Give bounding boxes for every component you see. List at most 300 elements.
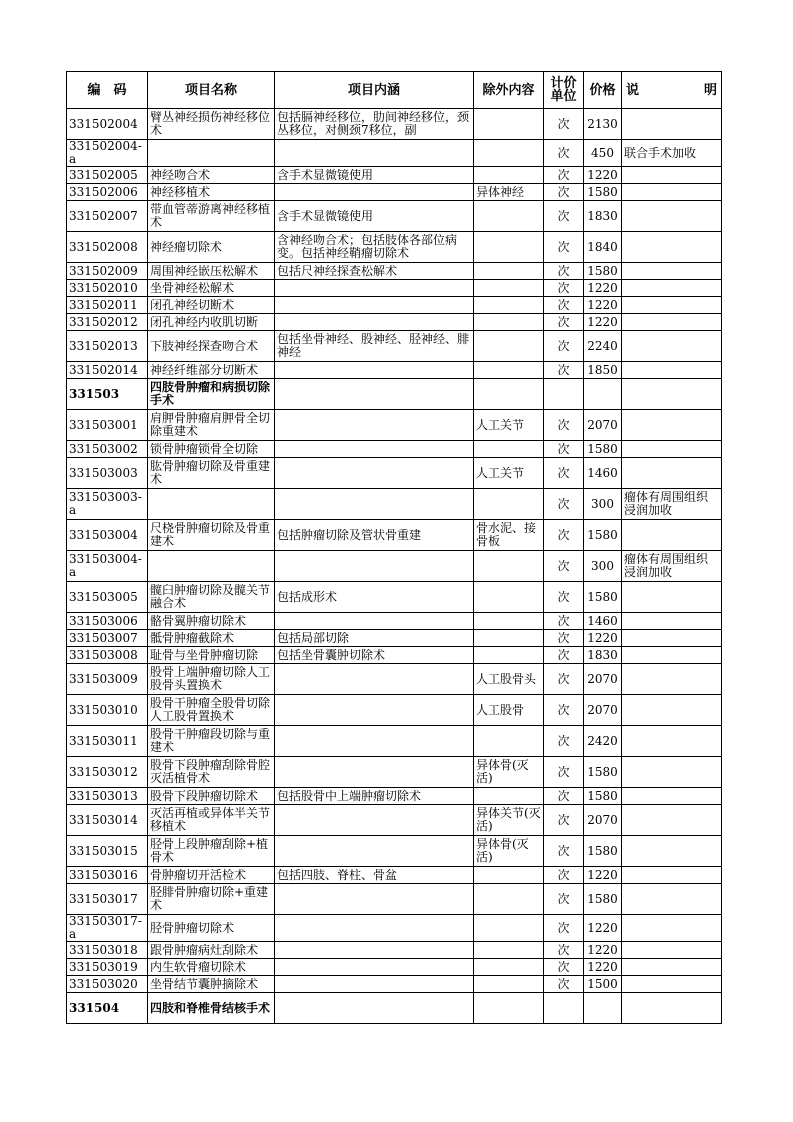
name-cell-text: 内生软骨瘤切除术	[150, 960, 247, 974]
name-cell-text: 肱骨肿瘤切除及骨重建术	[150, 460, 271, 486]
table-row	[67, 788, 722, 805]
note-cell	[622, 263, 722, 280]
name-cell-text: 股骨下段肿瘤刮除骨腔灭活植骨术	[150, 759, 271, 785]
price-cell	[584, 630, 622, 647]
note-cell	[622, 976, 722, 993]
unit-cell	[544, 884, 584, 915]
note-cell	[622, 630, 722, 647]
code-cell-text: 331502004-a	[69, 140, 142, 166]
price-cell-text: 1830	[587, 209, 618, 223]
code-cell	[67, 314, 148, 331]
unit-cell	[544, 867, 584, 884]
exclude-cell	[474, 630, 544, 647]
code-cell	[67, 410, 148, 441]
code-cell-text: 331503013	[69, 789, 138, 803]
content-cell	[275, 184, 474, 201]
note-cell	[622, 331, 722, 362]
price-cell-text: 1580	[587, 442, 618, 456]
content-cell	[275, 331, 474, 362]
price-cell	[584, 582, 622, 613]
code-cell	[67, 915, 148, 942]
content-cell	[275, 959, 474, 976]
code-cell	[67, 867, 148, 884]
exclude-cell	[474, 520, 544, 551]
code-cell-text: 331504	[69, 1001, 120, 1015]
unit-cell-text: 次	[557, 734, 570, 748]
name-cell	[148, 441, 275, 458]
table-row	[67, 167, 722, 184]
unit-cell	[544, 942, 584, 959]
exclude-cell	[474, 757, 544, 788]
code-cell-text: 331502004	[69, 117, 138, 131]
code-cell	[67, 520, 148, 551]
unit-cell	[544, 647, 584, 664]
unit-cell-text: 次	[557, 466, 570, 480]
unit-cell	[544, 109, 584, 140]
content-cell	[275, 167, 474, 184]
price-cell	[584, 297, 622, 314]
note-cell-text: 瘤体有周围组织浸润加收	[624, 491, 709, 517]
content-cell-text: 包括股骨中上端肿瘤切除术	[277, 789, 422, 803]
table-row	[67, 959, 722, 976]
price-cell	[584, 551, 622, 582]
content-cell-text: 含手术显微镜使用	[277, 209, 374, 223]
code-cell	[67, 489, 148, 520]
unit-cell	[544, 201, 584, 232]
exclude-cell	[474, 959, 544, 976]
code-cell-text: 331503004-a	[69, 553, 142, 579]
table-row	[67, 263, 722, 280]
unit-cell-text: 次	[557, 844, 570, 858]
unit-cell-text: 次	[557, 418, 570, 432]
price-cell	[584, 379, 622, 410]
price-cell-text: 2130	[587, 117, 618, 131]
code-cell	[67, 788, 148, 805]
name-cell	[148, 331, 275, 362]
code-cell-text: 331503017	[69, 892, 138, 906]
code-cell-text: 331503002	[69, 442, 138, 456]
header-code: 编 码	[67, 72, 148, 109]
content-cell	[275, 441, 474, 458]
name-cell	[148, 314, 275, 331]
exclude-cell	[474, 836, 544, 867]
name-cell	[148, 362, 275, 379]
code-cell-text: 331502005	[69, 168, 138, 182]
price-cell	[584, 167, 622, 184]
code-cell	[67, 695, 148, 726]
unit-cell	[544, 167, 584, 184]
code-cell-text: 331503018	[69, 943, 138, 957]
content-cell	[275, 976, 474, 993]
unit-cell	[544, 726, 584, 757]
price-cell-text: 1580	[587, 789, 618, 803]
content-cell-text: 包括局部切除	[277, 631, 350, 645]
price-cell	[584, 788, 622, 805]
price-cell	[584, 520, 622, 551]
exclude-cell	[474, 167, 544, 184]
unit-cell	[544, 331, 584, 362]
code-cell	[67, 441, 148, 458]
code-cell-text: 331503009	[69, 672, 138, 686]
name-cell-text: 四肢骨肿瘤和病损切除手术	[150, 381, 271, 407]
price-cell-text: 1220	[587, 631, 618, 645]
name-cell-text: 神经纤维部分切断术	[150, 363, 259, 377]
price-cell	[584, 993, 622, 1024]
price-cell	[584, 489, 622, 520]
price-cell	[584, 140, 622, 167]
exclude-cell	[474, 942, 544, 959]
price-cell-text: 2070	[587, 418, 618, 432]
code-cell	[67, 757, 148, 788]
code-cell-text: 331503004	[69, 528, 138, 542]
price-cell-text: 1220	[587, 168, 618, 182]
header-note-right: 明	[703, 82, 717, 98]
name-cell	[148, 263, 275, 280]
content-cell	[275, 836, 474, 867]
content-cell	[275, 726, 474, 757]
unit-cell	[544, 788, 584, 805]
exclude-cell-text: 异体骨(灭活)	[476, 759, 529, 785]
code-cell-text: 331503010	[69, 703, 138, 717]
code-cell	[67, 280, 148, 297]
content-cell	[275, 915, 474, 942]
header-row	[67, 72, 722, 109]
unit-cell-text: 次	[557, 298, 570, 312]
code-cell	[67, 647, 148, 664]
name-cell-text: 耻骨与坐骨肿瘤切除	[150, 648, 259, 662]
name-cell	[148, 884, 275, 915]
name-cell	[148, 630, 275, 647]
code-cell	[67, 201, 148, 232]
code-cell-text: 331502007	[69, 209, 138, 223]
code-cell	[67, 884, 148, 915]
note-cell	[622, 836, 722, 867]
note-cell	[622, 867, 722, 884]
name-cell-text: 跟骨肿瘤病灶刮除术	[150, 943, 259, 957]
code-cell	[67, 582, 148, 613]
exclude-cell	[474, 551, 544, 582]
content-cell-text: 包括四肢、脊柱、骨盆	[277, 868, 398, 882]
unit-cell	[544, 805, 584, 836]
price-cell-text: 1460	[587, 614, 618, 628]
unit-cell	[544, 757, 584, 788]
unit-cell	[544, 582, 584, 613]
price-cell	[584, 836, 622, 867]
unit-cell-text: 次	[557, 168, 570, 182]
code-cell-text: 331502010	[69, 281, 138, 295]
unit-cell-text: 次	[557, 813, 570, 827]
price-cell-text: 1580	[587, 590, 618, 604]
price-cell	[584, 613, 622, 630]
content-cell	[275, 757, 474, 788]
header-unit: 计价单位	[544, 72, 584, 109]
content-cell	[275, 867, 474, 884]
code-cell	[67, 976, 148, 993]
unit-cell-text: 次	[557, 892, 570, 906]
name-cell	[148, 647, 275, 664]
header-note-left: 说	[626, 82, 640, 98]
price-cell-text: 1220	[587, 943, 618, 957]
price-cell	[584, 976, 622, 993]
code-cell	[67, 664, 148, 695]
name-cell	[148, 915, 275, 942]
price-cell-text: 2070	[587, 703, 618, 717]
name-cell-text: 髋臼肿瘤切除及髋关节融合术	[150, 584, 271, 610]
table-row	[67, 867, 722, 884]
note-cell	[622, 726, 722, 757]
code-cell-text: 331503017-a	[69, 915, 142, 941]
table-row	[67, 297, 722, 314]
unit-cell	[544, 695, 584, 726]
content-cell-text: 包括坐骨神经、股神经、胫神经、腓神经	[277, 333, 470, 359]
content-cell	[275, 695, 474, 726]
content-cell	[275, 993, 474, 1024]
table-row	[67, 201, 722, 232]
content-cell-text: 包括肿瘤切除及管状骨重建	[277, 528, 422, 542]
unit-cell-text: 次	[557, 614, 570, 628]
name-cell-text: 胫骨肿瘤切除术	[150, 921, 235, 935]
code-cell-text: 331503015	[69, 844, 138, 858]
price-cell	[584, 109, 622, 140]
table-row	[67, 630, 722, 647]
code-cell-text: 331503003	[69, 466, 138, 480]
exclude-cell	[474, 993, 544, 1024]
note-cell	[622, 314, 722, 331]
price-cell-text: 1220	[587, 315, 618, 329]
content-cell	[275, 582, 474, 613]
exclude-cell	[474, 379, 544, 410]
note-cell	[622, 884, 722, 915]
table-row	[67, 520, 722, 551]
content-cell	[275, 379, 474, 410]
unit-cell	[544, 280, 584, 297]
note-cell	[622, 410, 722, 441]
exclude-cell	[474, 410, 544, 441]
content-cell	[275, 458, 474, 489]
table-row	[67, 836, 722, 867]
content-cell-text: 包括坐骨囊肿切除术	[277, 648, 386, 662]
code-cell-text: 331502012	[69, 315, 138, 329]
name-cell-text: 下肢神经探查吻合术	[150, 339, 259, 353]
exclude-cell-text: 异体神经	[476, 185, 525, 199]
code-cell-text: 331503016	[69, 868, 138, 882]
note-cell	[622, 959, 722, 976]
unit-cell-text: 次	[557, 868, 570, 882]
note-cell	[622, 942, 722, 959]
code-cell-text: 331503019	[69, 960, 138, 974]
exclude-cell	[474, 140, 544, 167]
price-cell-text: 1220	[587, 960, 618, 974]
note-cell-text: 瘤体有周围组织浸润加收	[624, 553, 709, 579]
price-cell	[584, 915, 622, 942]
unit-cell	[544, 379, 584, 410]
unit-cell-text: 次	[557, 442, 570, 456]
name-cell	[148, 201, 275, 232]
unit-cell-text: 次	[557, 339, 570, 353]
exclude-cell	[474, 297, 544, 314]
unit-cell-text: 次	[557, 281, 570, 295]
exclude-cell	[474, 263, 544, 280]
content-cell-text: 含手术显微镜使用	[277, 168, 374, 182]
unit-cell-text: 次	[557, 528, 570, 542]
unit-cell-text: 次	[557, 559, 570, 573]
table-row	[67, 647, 722, 664]
code-cell-text: 331502008	[69, 240, 138, 254]
code-cell	[67, 630, 148, 647]
name-cell	[148, 788, 275, 805]
exclude-cell	[474, 280, 544, 297]
content-cell	[275, 788, 474, 805]
name-cell	[148, 489, 275, 520]
content-cell	[275, 647, 474, 664]
price-cell	[584, 362, 622, 379]
unit-cell	[544, 314, 584, 331]
name-cell	[148, 805, 275, 836]
unit-cell-text: 次	[557, 209, 570, 223]
price-cell	[584, 664, 622, 695]
unit-cell	[544, 232, 584, 263]
name-cell-text: 坐骨神经松解术	[150, 281, 235, 295]
name-cell-text: 灭活再植或异体半关节移植术	[150, 807, 271, 833]
code-cell-text: 331503006	[69, 614, 138, 628]
exclude-cell	[474, 331, 544, 362]
unit-cell-text: 次	[557, 363, 570, 377]
name-cell-text: 锁骨肿瘤锁骨全切除	[150, 442, 259, 456]
name-cell-text: 带血管蒂游离神经移植术	[150, 203, 271, 229]
table-row	[67, 441, 722, 458]
price-cell-text: 2070	[587, 813, 618, 827]
name-cell	[148, 836, 275, 867]
price-cell-text: 2420	[587, 734, 618, 748]
name-cell-text: 股骨干肿瘤全股骨切除人工股骨置换术	[150, 697, 271, 723]
table-row	[67, 184, 722, 201]
unit-cell	[544, 993, 584, 1024]
exclude-cell	[474, 664, 544, 695]
code-cell-text: 331503012	[69, 765, 138, 779]
price-cell	[584, 263, 622, 280]
name-cell-text: 胫腓骨肿瘤切除+重建术	[150, 886, 269, 912]
code-cell	[67, 551, 148, 582]
note-cell	[622, 757, 722, 788]
content-cell	[275, 551, 474, 582]
name-cell	[148, 867, 275, 884]
price-cell-text: 1500	[587, 977, 618, 991]
price-cell	[584, 232, 622, 263]
content-cell	[275, 884, 474, 915]
unit-cell	[544, 140, 584, 167]
name-cell	[148, 280, 275, 297]
unit-cell	[544, 976, 584, 993]
code-cell-text: 331502014	[69, 363, 138, 377]
price-cell-text: 2070	[587, 672, 618, 686]
content-cell	[275, 630, 474, 647]
header-exclude: 除外内容	[474, 72, 544, 109]
unit-cell	[544, 630, 584, 647]
price-cell	[584, 867, 622, 884]
name-cell-text: 胫骨上段肿瘤刮除+植骨术	[150, 838, 269, 864]
note-cell	[622, 441, 722, 458]
name-cell	[148, 410, 275, 441]
price-cell	[584, 280, 622, 297]
price-cell	[584, 314, 622, 331]
note-cell	[622, 201, 722, 232]
code-cell	[67, 726, 148, 757]
name-cell	[148, 184, 275, 201]
content-cell	[275, 232, 474, 263]
unit-cell	[544, 489, 584, 520]
name-cell	[148, 959, 275, 976]
name-cell-text: 骶骨肿瘤截除术	[150, 631, 235, 645]
price-cell	[584, 184, 622, 201]
price-cell	[584, 757, 622, 788]
table-row	[67, 884, 722, 915]
table-row	[67, 726, 722, 757]
name-cell	[148, 726, 275, 757]
unit-cell-text: 次	[557, 672, 570, 686]
code-cell	[67, 836, 148, 867]
header-content: 项目内涵	[275, 72, 474, 109]
note-cell	[622, 582, 722, 613]
content-cell-text: 包括膈神经移位，肋间神经移位，颈丛移位，对侧颈7移位，副	[277, 111, 470, 137]
note-cell	[622, 613, 722, 630]
name-cell	[148, 757, 275, 788]
code-cell-text: 331503003-a	[69, 491, 142, 517]
code-cell-text: 331503005	[69, 590, 138, 604]
table-row	[67, 805, 722, 836]
name-cell	[148, 140, 275, 167]
unit-cell	[544, 297, 584, 314]
unit-cell-text: 次	[557, 497, 570, 511]
price-cell	[584, 441, 622, 458]
price-cell-text: 300	[591, 559, 614, 573]
header-name: 项目名称	[148, 72, 275, 109]
table-row	[67, 993, 722, 1024]
exclude-cell	[474, 201, 544, 232]
unit-cell-text: 次	[557, 631, 570, 645]
unit-cell	[544, 410, 584, 441]
exclude-cell-text: 人工股骨	[476, 703, 525, 717]
price-cell	[584, 201, 622, 232]
note-cell	[622, 297, 722, 314]
table-row	[67, 976, 722, 993]
price-cell-text: 2240	[587, 339, 618, 353]
code-cell	[67, 942, 148, 959]
exclude-cell-text: 异体骨(灭活)	[476, 838, 529, 864]
name-cell-text: 肩胛骨肿瘤肩胛骨全切除重建术	[150, 412, 271, 438]
code-cell-text: 331503020	[69, 977, 138, 991]
name-cell-text: 闭孔神经内收肌切断	[150, 315, 259, 329]
content-cell	[275, 805, 474, 836]
table-row	[67, 613, 722, 630]
table-row	[67, 280, 722, 297]
table-row	[67, 109, 722, 140]
table-row	[67, 757, 722, 788]
note-cell	[622, 232, 722, 263]
exclude-cell	[474, 915, 544, 942]
unit-cell	[544, 915, 584, 942]
price-cell	[584, 695, 622, 726]
unit-cell-text: 次	[557, 765, 570, 779]
code-cell-text: 331502006	[69, 185, 138, 199]
exclude-cell	[474, 726, 544, 757]
content-cell-text: 包括尺神经探查松解术	[277, 264, 398, 278]
note-cell	[622, 458, 722, 489]
code-cell-text: 331502011	[69, 298, 138, 312]
code-cell	[67, 993, 148, 1024]
code-cell-text: 331503011	[69, 734, 138, 748]
unit-cell-text: 次	[557, 789, 570, 803]
content-cell-text: 含神经吻合术；包括肢体各部位病变。包括神经鞘瘤切除术	[277, 234, 458, 260]
